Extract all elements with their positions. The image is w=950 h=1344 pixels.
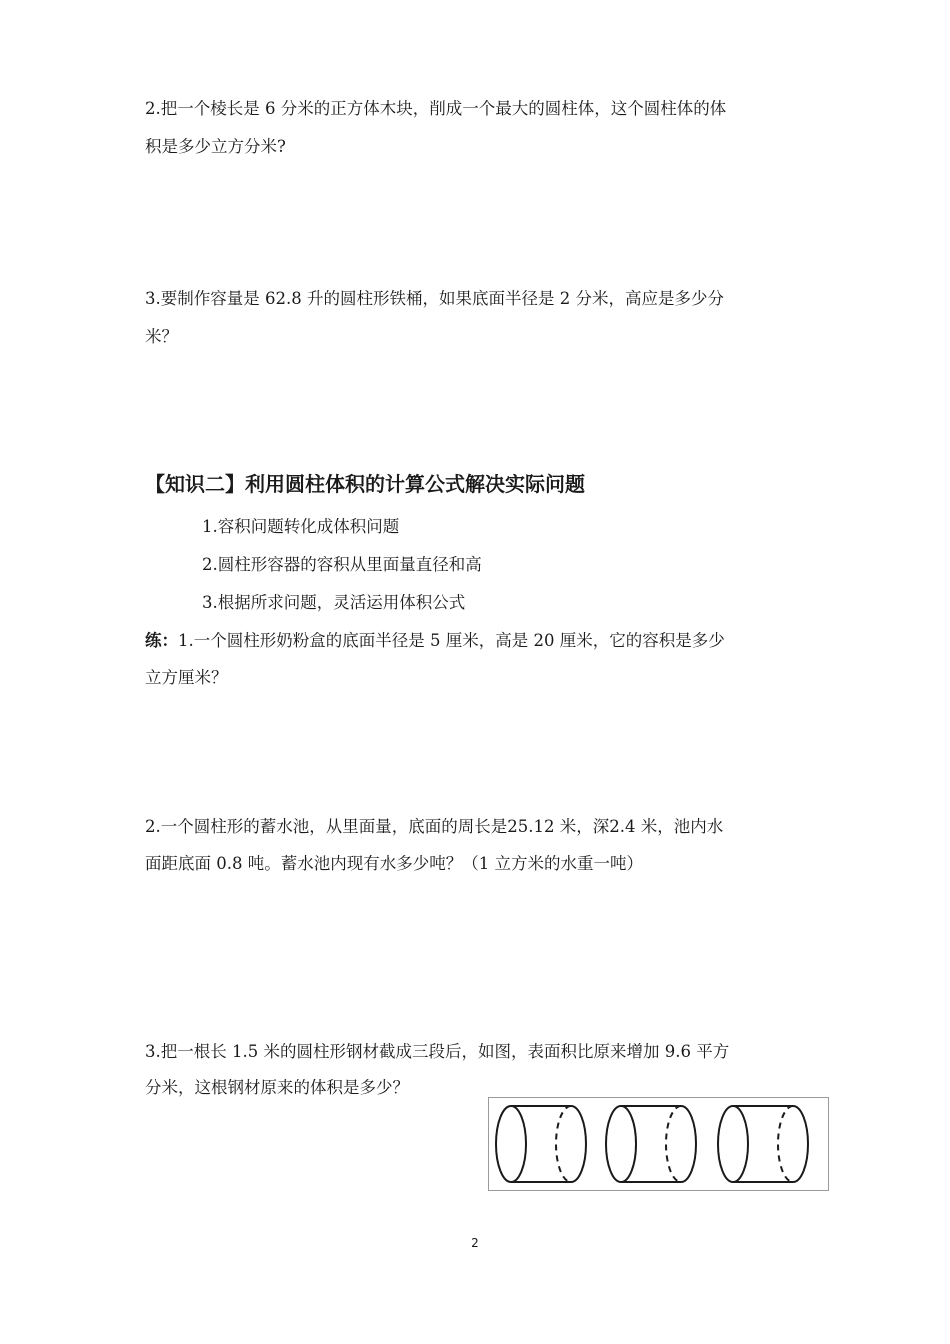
practice-2-line-1: 2.一个圆柱形的蓄水池，从里面量，底面的周长是25.12 米，深2.4 米，池内水 [145, 817, 724, 836]
practice-3-line-2: 分米，这根钢材原来的体积是多少？ [145, 1078, 409, 1097]
point-1: 1.容积问题转化成体积问题 [202, 517, 400, 536]
cylinder-segments-figure [488, 1097, 829, 1191]
page-number: 2 [471, 1236, 479, 1250]
practice-3-line-1: 3.把一根长 1.5 米的圆柱形钢材截成三段后，如图，表面积比原来增加 9.6 平方 [145, 1042, 730, 1061]
practice-1-text: 1.一个圆柱形奶粉盒的底面半径是 5 厘米，高是 20 厘米，它的容积是多少 [178, 631, 725, 650]
cylinder-segments-icon [489, 1098, 828, 1190]
practice-label: 练： [145, 631, 178, 650]
practice-1-line-2: 立方厘米？ [145, 668, 228, 687]
q2-line-2: 积是多少立方分米? [145, 137, 286, 156]
section-heading: 【知识二】利用圆柱体积的计算公式解决实际问题 [145, 472, 585, 496]
point-3: 3.根据所求问题，灵活运用体积公式 [202, 593, 466, 612]
q3-line-1: 3.要制作容量是 62.8 升的圆柱形铁桶，如果底面半径是 2 分米，高应是多少分 [145, 289, 724, 308]
q2-line-1: 2.把一个棱长是 6 分米的正方体木块，削成一个最大的圆柱体，这个圆柱体的体 [145, 99, 727, 118]
practice-1-line-1 [145, 630, 725, 652]
point-2: 2.圆柱形容器的容积从里面量直径和高 [202, 555, 482, 574]
q3-line-2: 米？ [145, 327, 178, 346]
practice-2-line-2: 面距底面 0.8 吨。蓄水池内现有水多少吨？（1 立方米的水重一吨） [145, 854, 643, 873]
